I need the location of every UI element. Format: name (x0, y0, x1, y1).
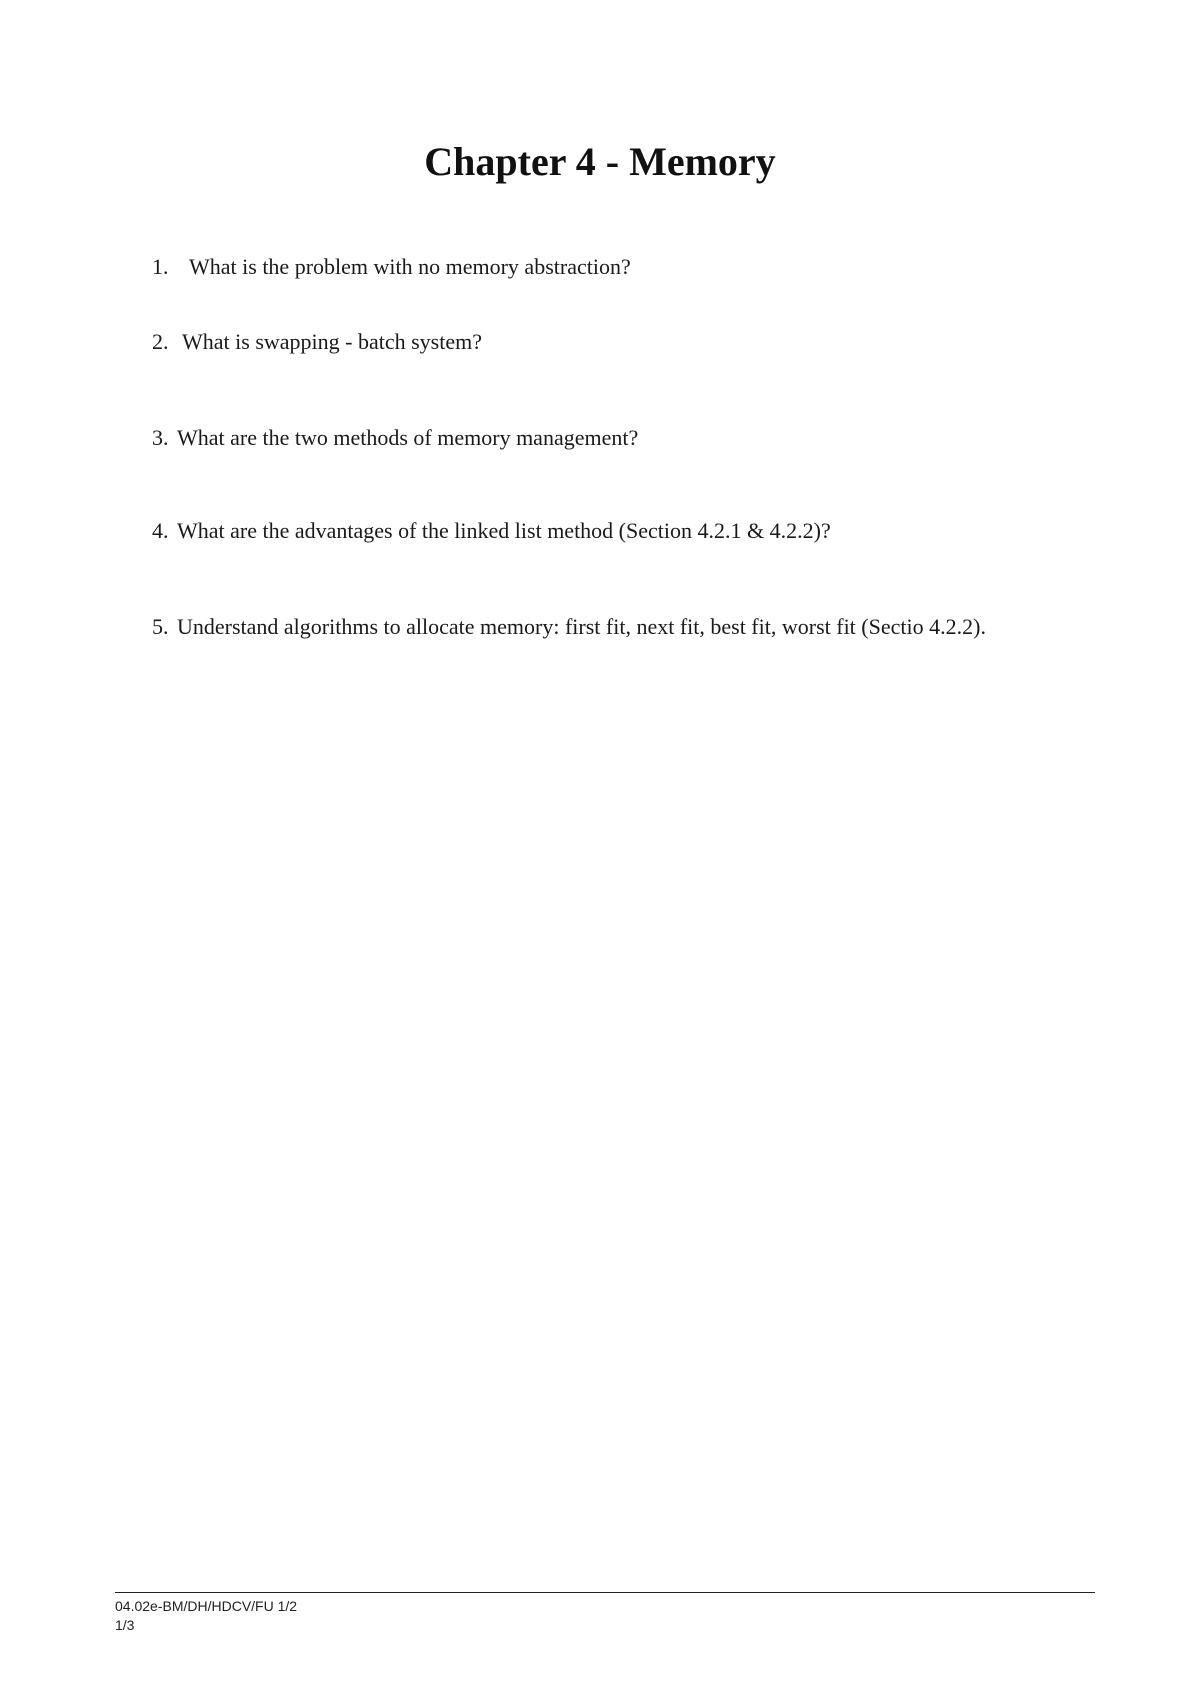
footer-document-code: 04.02e-BM/DH/HDCV/FU 1/2 (115, 1598, 298, 1614)
question-item (152, 425, 638, 451)
question-item (152, 518, 831, 544)
question-number: 5. (152, 614, 169, 639)
question-number: 1. (152, 254, 169, 279)
question-text: What is the problem with no memory abstraction? (189, 254, 631, 279)
footer-divider (115, 1592, 1095, 1593)
page-title: Chapter 4 - Memory (424, 139, 776, 184)
question-number: 2. (152, 329, 169, 354)
footer-page-number: 1/3 (115, 1617, 135, 1633)
question-text: Understand algorithms to allocate memory: first fit, next fit, best fit, worst fit (Sectio 4.2.2). (177, 614, 986, 639)
question-item (152, 614, 986, 640)
question-number: 4. (152, 518, 169, 543)
question-text: What is swapping - batch system? (182, 329, 482, 354)
question-text: What are the advantages of the linked list method (Section 4.2.1 & 4.2.2)? (177, 518, 831, 543)
question-item (152, 329, 482, 355)
question-text: What are the two methods of memory management? (177, 425, 639, 450)
question-item (152, 254, 631, 280)
question-number: 3. (152, 425, 169, 450)
